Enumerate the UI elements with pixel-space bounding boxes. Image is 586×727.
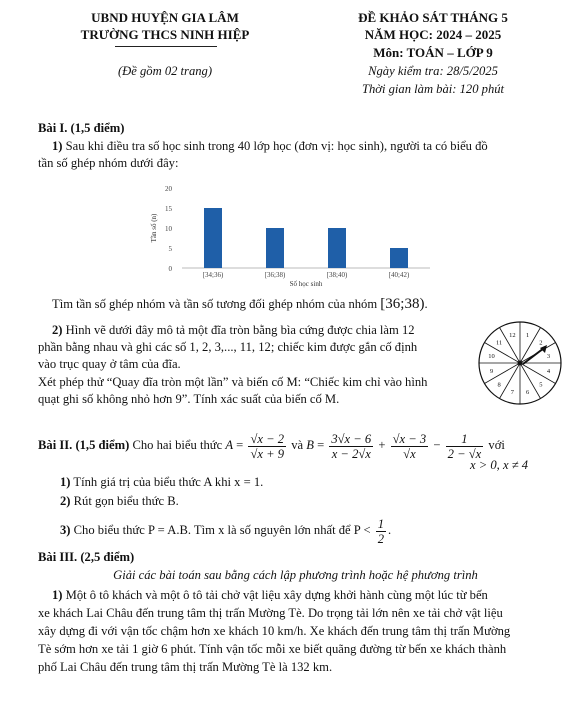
wheel-number: 12: [509, 331, 516, 339]
wheel-number: 4: [546, 368, 551, 376]
domain-condition: x > 0, x ≠ 4: [470, 458, 529, 472]
school-name: TRƯỜNG THCS NINH HIỆP: [80, 27, 250, 42]
section-2-intro: Bài II. (1,5 điểm) Cho hai biểu thức A = $\frac{√x - 2}{√x + 9}$ và B = $\frac{3√x - 6}{x - 2√x}$ + $\frac{√x - 3}{√x}$ − $\frac{1}{2 - √x}$ với: [38, 431, 505, 461]
target-group: [36;38): [380, 296, 425, 312]
expression-b-term1: $\frac{3√x - 6}{x - 2√x}$: [331, 431, 372, 461]
y-tick-label: 15: [165, 205, 172, 213]
expression-b-term2: $\frac{√x - 3}{√x}$: [392, 431, 427, 461]
wheel-number: 1: [526, 331, 530, 339]
exam-date: Ngày kiểm tra: 28/5/2025: [368, 64, 498, 78]
wheel-number: 11: [495, 339, 503, 347]
department-name: UBND HUYỆN GIA LÂM: [91, 10, 239, 25]
wheel-number: 8: [497, 381, 501, 389]
y-tick-label: 20: [165, 185, 172, 193]
y-tick-label: 10: [165, 225, 172, 233]
subject: Môn: TOÁN – LỚP 9: [373, 45, 493, 60]
wheel-number: 10: [488, 352, 495, 360]
wheel-number: 9: [489, 368, 494, 376]
section-2-title: Bài II. (1,5 điểm): [38, 438, 130, 452]
x-tick-label: [34;36): [202, 271, 224, 279]
section-1-q1-text-a: 1) Sau khi điều tra số học sinh trong 40 lớp học (đơn vị: học sinh), người ta có biểu đồ: [52, 139, 488, 153]
section-3-q1-line5: phố Lai Châu đến trung tâm thị trấn Mường Tè là 132 km.: [38, 660, 333, 674]
section-1-q2-line4: Xét phép thử “Quay đĩa tròn một lần” và biến cố M: “Chiếc kim chỉ vào hình: [38, 375, 428, 389]
half-fraction: $\frac{1}{2}$: [377, 516, 385, 546]
y-axis-label: Tần số (n): [150, 213, 158, 243]
bar-4: [390, 248, 408, 268]
bar-2: [266, 228, 284, 268]
exam-duration: Thời gian làm bài: 120 phút: [361, 82, 505, 96]
wheel-number: 7: [510, 389, 514, 397]
section-3-q1-line1: 1) Một ô tô khách và một ô tô tải chở vật liệu xây dựng khởi hành cùng một lúc từ bến: [52, 588, 488, 602]
spinner-wheel: [475, 318, 565, 408]
x-axis-label: Số học sinh: [289, 280, 323, 288]
section-3-title: Bài III. (2,5 điểm): [38, 550, 135, 564]
expression-b-term3: $\frac{1}{2 - √x}$: [447, 431, 482, 461]
section-2-q2: 2) Rút gọn biểu thức B.: [60, 494, 179, 508]
section-2-q3: 3) Cho biểu thức P = A.B. Tìm x là số nguyên lớn nhất để P < $\frac{1}{2}$ .: [60, 516, 392, 546]
header-underline-left: [115, 46, 217, 47]
section-3-q1-line3: xây dựng đi với vận tốc chậm hơn xe khách 10 km/h. Xe khách đến trung tâm thị trấn Mường: [38, 624, 511, 638]
wheel-number: 6: [526, 389, 530, 397]
section-3-q1-line4: Tè sớm hơn xe tải 1 giờ 6 phút. Tính vận tốc mỗi xe biết quãng đường từ bến xe khách thành: [38, 642, 507, 656]
wheel-number: 5: [539, 381, 543, 389]
section-1-q2-line1: 2) Hình vẽ dưới đây mô tả một đĩa tròn bằng bìa cứng được chia làm 12: [52, 323, 415, 337]
page-count-note: (Đề gồm 02 trang): [117, 64, 213, 78]
section-1-q2-line2: phần bằng nhau và ghi các số 1, 2, 3,..., 11, 12; chiếc kim được gắn cố định: [38, 340, 418, 354]
x-tick-label: [40;42): [388, 271, 410, 279]
section-3-q1-line2: xe khách Lai Châu đến trung tâm thị trấn Mường Tè. Do trọng tải lớn nên xe tải chở vật liệu: [38, 606, 503, 620]
section-1-q2-line3: vào trục quay ở tâm của đĩa.: [38, 357, 181, 371]
school-year: NĂM HỌC: 2024 – 2025: [364, 27, 502, 42]
bar-3: [328, 228, 346, 268]
x-tick-label: [38;40): [326, 271, 348, 279]
bar-1: [204, 208, 222, 268]
frequency-bar-chart: [130, 180, 450, 288]
section-1-q2-line5: quạt ghi số không nhỏ hơn 9”. Tính xác suất của biến cố M.: [38, 392, 340, 406]
wheel-number: 3: [546, 352, 551, 360]
expression-a: $\frac{√x - 2}{√x + 9}$: [250, 431, 285, 461]
section-1-title: Bài I. (1,5 điểm): [38, 121, 125, 135]
wheel-hub: [518, 361, 523, 366]
section-2-q1: 1) Tính giá trị của biểu thức A khi x = 1.: [60, 475, 264, 489]
x-tick-label: [36;38): [264, 271, 286, 279]
y-tick-label: 0: [168, 265, 172, 273]
wheel-number: 2: [539, 339, 543, 347]
y-tick-label: 5: [168, 245, 172, 253]
section-1-q1-text-b: tần số ghép nhóm dưới đây:: [38, 156, 179, 170]
exam-title: ĐỀ KHẢO SÁT THÁNG 5: [358, 10, 508, 25]
section-3-subtitle: Giải các bài toán sau bằng cách lập phương trình hoặc hệ phương trình: [113, 568, 478, 582]
section-1-q1-ask: Tìm tần số ghép nhóm và tần số tương đối ghép nhóm của nhóm [36;38).: [52, 296, 428, 312]
